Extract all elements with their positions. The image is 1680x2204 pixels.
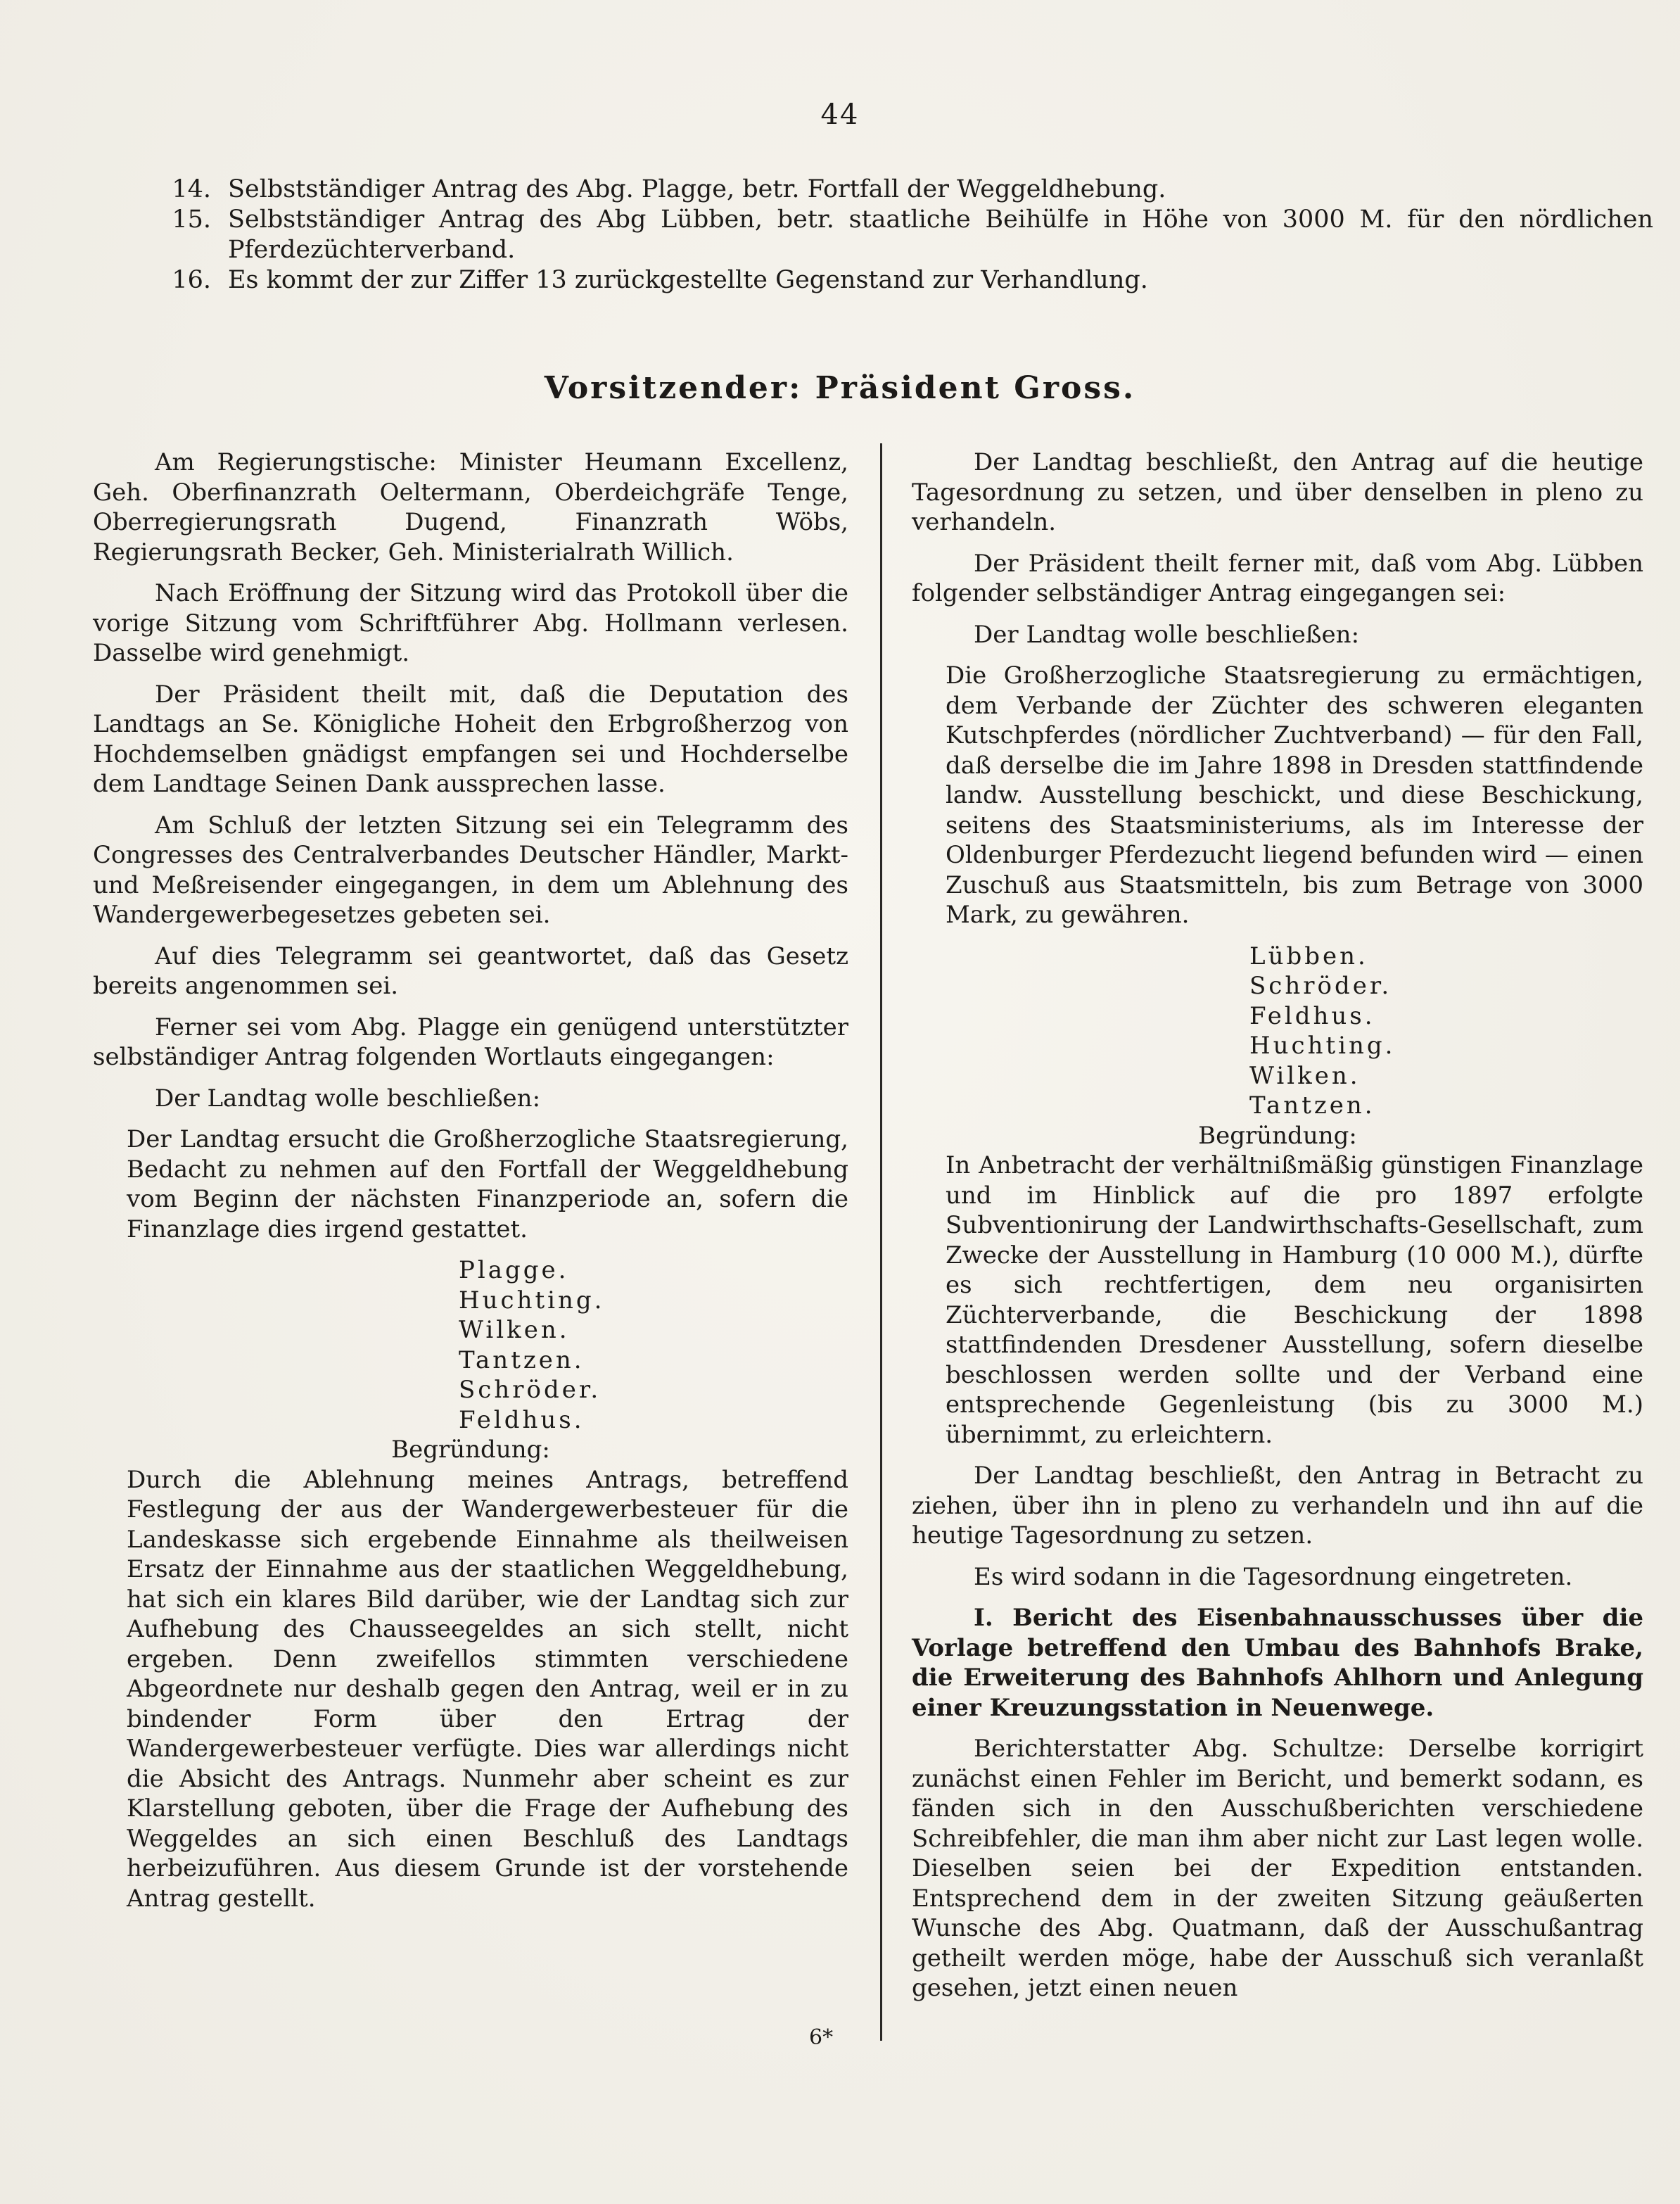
signer: Schröder. bbox=[459, 1376, 602, 1404]
resolution-formula: Der Landtag wolle beschließen: bbox=[974, 620, 1360, 649]
signer: Wilken. bbox=[1249, 1061, 1361, 1090]
rapporteur-paragraph: Berichterstatter Abg. Schultze: Derselbe korrigirt zunächst einen Fehler im Bericht, und bemerkt sodann, es fänden sich in den Ausschußberichten verschiedene Schreibfehler, die man ihm aber nicht zur Last legen wolle. Dieselben seien bei der Expedition entstanden. Entsprechend dem in der zweiten Sitzung geäußerten Wunsche des Abg. Quatmann, daß der Ausschußantrag getheilt werden möge, habe der Ausschuß sich veranlaßt gesehen, jetzt einen neuen bbox=[912, 1735, 1643, 2002]
telegram-paragraph: Am Schluß der letzten Sitzung sei ein Telegramm des Congresses des Centralverbandes Deutscher Händler, Markt- und Meßreisender eingegangen, in dem um Ablehnung des Wandergewerbegesetzes gebeten sei. bbox=[93, 811, 848, 929]
chair-heading: Vorsitzender: Präsident Gross. bbox=[544, 370, 1136, 406]
signer: Huchting. bbox=[1249, 1032, 1396, 1060]
agenda-text: Es kommt der zur Ziffer 13 zurückgestellte Gegenstand zur Verhandlung. bbox=[228, 266, 1148, 294]
plagge-motion-intro: Ferner sei vom Abg. Plagge ein genügend unterstützter selbständiger Antrag folgenden Wortlauts eingegangen: bbox=[93, 1013, 848, 1071]
signer: Feldhus. bbox=[459, 1405, 585, 1434]
protocol-paragraph: Nach Eröffnung der Sitzung wird das Protokoll über die vorige Sitzung vom Schriftführer Abg. Hollmann verlesen. Dasselbe wird genehmigt. bbox=[93, 579, 848, 667]
agenda-number: 14. bbox=[172, 175, 211, 203]
left-column bbox=[93, 448, 848, 1925]
agenda-text: Selbstständiger Antrag des Abg Lübben, betr. staatliche Beihülfe in Höhe von 3000 M. für den nördlichen Pferdezüchterverband. bbox=[228, 205, 1653, 264]
reason-heading: Begründung: bbox=[391, 1436, 550, 1464]
agenda-item bbox=[141, 205, 1653, 265]
signer: Plagge. bbox=[459, 1256, 569, 1284]
column-divider bbox=[880, 443, 882, 2041]
agenda-number: 15. bbox=[172, 205, 211, 234]
resolution-formula: Der Landtag wolle beschließen: bbox=[155, 1084, 541, 1113]
signer: Lübben. bbox=[1249, 942, 1368, 970]
reason-heading: Begründung: bbox=[1198, 1121, 1357, 1150]
consideration-decision-paragraph: Der Landtag beschließt, den Antrag in Betracht zu ziehen, über ihn in pleno zu verhandeln und ihn auf die heutige Tagesordnung zu setzen. bbox=[912, 1462, 1643, 1550]
signer: Tantzen. bbox=[459, 1345, 585, 1374]
agenda-text: Selbstständiger Antrag des Abg. Plagge, betr. Fortfall der Weggeldhebung. bbox=[228, 175, 1166, 203]
agenda-entry-paragraph: Es wird sodann in die Tagesordnung eingetreten. bbox=[974, 1562, 1573, 1591]
signature-mark: 6* bbox=[809, 2025, 834, 2050]
signer: Tantzen. bbox=[1249, 1091, 1375, 1120]
signer: Feldhus. bbox=[1249, 1001, 1375, 1030]
attendance-paragraph: Am Regierungstische: Minister Heumann Excellenz, Geh. Oberfinanzrath Oeltermann, Oberdeichgräfe Tenge, Oberregierungsrath Dugend, Finanzrath Wöbs, Regierungsrath Becker, Geh. Ministerialrath Willich. bbox=[93, 448, 848, 566]
deputation-paragraph: Der Präsident theilt mit, daß die Deputation des Landtags an Se. Königliche Hoheit den Erbgroßherzog von Hochdemselben gnädigst empfangen sei und Hochderselbe dem Landtage Seinen Dank aussprechen lasse. bbox=[93, 680, 848, 798]
section-heading: I. Bericht des Eisenbahnausschusses über die Vorlage betreffend den Umbau des Bahnhofs Brake, die Erweiterung des Bahnhofs Ahlhorn und Anlegung einer Kreuzungsstation in Neuenwege. bbox=[912, 1604, 1643, 1722]
plagge-motion-text: Der Landtag ersucht die Großherzogliche Staatsregierung, Bedacht zu nehmen auf den Fortfall der Weggeldhebung vom Beginn der nächsten Finanzperiode an, sofern die Finanzlage dies irgend gestattet. bbox=[127, 1125, 848, 1243]
agenda-list bbox=[141, 175, 1653, 296]
plagge-reason-text: Durch die Ablehnung meines Antrags, betreffend Festlegung der aus der Wandergewerbesteuer für die Landeskasse sich ergebende Einnahme als theilweisen Ersatz der Einnahme aus der staatlichen Weggeldhebung, hat sich ein klares Bild darüber, wie der Landtag sich zur Aufhebung des Chausseegeldes an sich stellt, nicht ergeben. Denn zweifellos stimmten verschiedene Abgeordnete nur deshalb gegen den Antrag, weil er in zu bindender Form über den Ertrag der Wandergewerbesteuer verfügte. Dies war allerdings nicht die Absicht des Antrags. Nunmehr aber scheint es zur Klarstellung geboten, über die Frage der Aufhebung des Weggeldes an sich einen Beschluß des Landtags herbeizuführen. Aus diesem Grunde ist der vorstehende Antrag gestellt. bbox=[127, 1465, 848, 1913]
signer: Schröder. bbox=[1249, 972, 1392, 1000]
luebben-motion-intro: Der Präsident theilt ferner mit, daß vom Abg. Lübben folgender selbständiger Antrag eingegangen sei: bbox=[912, 549, 1643, 607]
page-number: 44 bbox=[820, 99, 860, 131]
agenda-decision-paragraph: Der Landtag beschließt, den Antrag auf die heutige Tagesordnung zu setzen, und über denselben in pleno zu verhandeln. bbox=[912, 448, 1643, 536]
agenda-item bbox=[141, 265, 1653, 296]
agenda-number: 16. bbox=[172, 266, 211, 294]
signer: Wilken. bbox=[459, 1316, 570, 1344]
luebben-motion-text: Die Großherzogliche Staatsregierung zu ermächtigen, dem Verbande der Züchter des schweren eleganten Kutschpferdes (nördlicher Zuchtverband) — für den Fall, daß derselbe die im Jahre 1898 in Dresden stattfindende landw. Ausstellung beschickt, und diese Beschickung, seitens des Staatsministeriums, als im Interesse der Oldenburger Pferdezucht liegend befunden wird — einen Zuschuß aus Staatsmitteln, bis zum Betrage von 3000 Mark, zu gewähren. bbox=[946, 661, 1643, 929]
signer: Huchting. bbox=[459, 1286, 605, 1315]
right-column bbox=[912, 448, 1643, 2015]
luebben-reason-text: In Anbetracht der verhältnißmäßig günstigen Finanzlage und im Hinblick auf die pro 1897 erfolgte Subventionirung der Landwirthschafts-Gesellschaft, zum Zwecke der Ausstellung in Hamburg (10 000 M.), dürfte es sich rechtfertigen, dem neu organisirten Züchterverbande, die Beschickung der 1898 stattfindenden Dresdener Ausstellung, sofern dieselbe beschlossen werden sollte und der Verband eine entsprechende Gegenleistung (bis zu 3000 M.) übernimmt, zu erleichtern. bbox=[946, 1151, 1643, 1449]
agenda-item bbox=[141, 175, 1653, 205]
telegram-answer-paragraph: Auf dies Telegramm sei geantwortet, daß das Gesetz bereits angenommen sei. bbox=[93, 942, 848, 1000]
